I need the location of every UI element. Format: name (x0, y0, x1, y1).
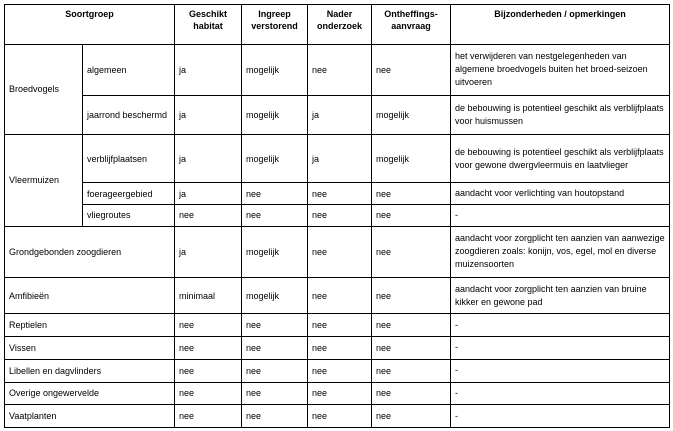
header-soortgroep: Soortgroep (5, 5, 175, 45)
ingreep-cell: nee (242, 359, 308, 382)
ontheffing-cell: nee (372, 278, 451, 314)
ingreep-cell: nee (242, 405, 308, 428)
ingreep-cell: nee (242, 183, 308, 205)
table-row (5, 95, 670, 134)
subgroup-cell: algemeen (83, 45, 175, 96)
nader-cell: nee (308, 226, 372, 278)
table-row (5, 405, 670, 428)
nader-cell: nee (308, 204, 372, 226)
opmerking-cell: aandacht voor verlichting van houtopstand (451, 183, 670, 205)
habitat-cell: ja (175, 183, 242, 205)
nader-cell: nee (308, 183, 372, 205)
ontheffing-cell: mogelijk (372, 95, 451, 134)
soortgroep-cell: Amfibieën (5, 278, 175, 314)
table-row (5, 134, 670, 183)
nader-cell: nee (308, 278, 372, 314)
opmerking-cell: de bebouwing is potentieel geschikt als verblijfplaats voor gewone dwergvleermuis en laatvlieger (451, 134, 670, 183)
table-row (5, 359, 670, 382)
table-row (5, 45, 670, 96)
header-ontheffingsaanvraag: Ontheffings- aanvraag (372, 5, 451, 45)
header-row (5, 5, 670, 45)
opmerking-cell: het verwijderen van nestgelegenheden van algemene broedvogels buiten het broed-seizoen uitvoeren (451, 45, 670, 96)
nader-cell: ja (308, 134, 372, 183)
habitat-cell: nee (175, 405, 242, 428)
ontheffing-cell: nee (372, 204, 451, 226)
group-broedvogels: Broedvogels (5, 45, 83, 135)
species-table (4, 4, 670, 428)
subgroup-cell: vliegroutes (83, 204, 175, 226)
opmerking-cell: - (451, 382, 670, 405)
table-row (5, 183, 670, 205)
table-row (5, 382, 670, 405)
ingreep-cell: nee (242, 337, 308, 360)
ingreep-cell: mogelijk (242, 45, 308, 96)
ontheffing-cell: nee (372, 359, 451, 382)
subgroup-cell: verblijfplaatsen (83, 134, 175, 183)
ingreep-cell: mogelijk (242, 278, 308, 314)
ontheffing-cell: nee (372, 382, 451, 405)
soortgroep-cell: Vissen (5, 337, 175, 360)
table-row (5, 204, 670, 226)
header-ingreep-verstorend: Ingreep verstorend (242, 5, 308, 45)
header-geschikt-habitat: Geschikt habitat (175, 5, 242, 45)
habitat-cell: nee (175, 382, 242, 405)
nader-cell: nee (308, 359, 372, 382)
group-vleermuizen: Vleermuizen (5, 134, 83, 226)
ingreep-cell: nee (242, 314, 308, 337)
habitat-cell: minimaal (175, 278, 242, 314)
soortgroep-cell: Overige ongewervelde (5, 382, 175, 405)
opmerking-cell: - (451, 337, 670, 360)
subgroup-cell: foerageergebied (83, 183, 175, 205)
soortgroep-cell: Reptielen (5, 314, 175, 337)
table-row (5, 314, 670, 337)
opmerking-cell: - (451, 405, 670, 428)
soortgroep-cell: Grondgebonden zoogdieren (5, 226, 175, 278)
habitat-cell: nee (175, 337, 242, 360)
ingreep-cell: nee (242, 382, 308, 405)
soortgroep-cell: Libellen en dagvlinders (5, 359, 175, 382)
ontheffing-cell: nee (372, 226, 451, 278)
ingreep-cell: mogelijk (242, 134, 308, 183)
ontheffing-cell: mogelijk (372, 134, 451, 183)
opmerking-cell: - (451, 314, 670, 337)
subgroup-cell: jaarrond beschermd (83, 95, 175, 134)
ontheffing-cell: nee (372, 405, 451, 428)
ontheffing-cell: nee (372, 183, 451, 205)
habitat-cell: nee (175, 204, 242, 226)
opmerking-cell: aandacht voor zorgplicht ten aanzien van bruine kikker en gewone pad (451, 278, 670, 314)
nader-cell: nee (308, 45, 372, 96)
ontheffing-cell: nee (372, 314, 451, 337)
header-nader-onderzoek: Nader onderzoek (308, 5, 372, 45)
nader-cell: nee (308, 382, 372, 405)
ontheffing-cell: nee (372, 45, 451, 96)
habitat-cell: nee (175, 314, 242, 337)
table-row (5, 278, 670, 314)
ingreep-cell: nee (242, 204, 308, 226)
habitat-cell: ja (175, 226, 242, 278)
ontheffing-cell: nee (372, 337, 451, 360)
nader-cell: ja (308, 95, 372, 134)
table-row (5, 226, 670, 278)
opmerking-cell: aandacht voor zorgplicht ten aanzien van aanwezige zoogdieren zoals: konijn, vos, egel, mol en diverse muizensoorten (451, 226, 670, 278)
habitat-cell: nee (175, 359, 242, 382)
opmerking-cell: de bebouwing is potentieel geschikt als verblijfplaats voor huismussen (451, 95, 670, 134)
nader-cell: nee (308, 314, 372, 337)
nader-cell: nee (308, 405, 372, 428)
habitat-cell: ja (175, 95, 242, 134)
habitat-cell: ja (175, 134, 242, 183)
ingreep-cell: mogelijk (242, 95, 308, 134)
soortgroep-cell: Vaatplanten (5, 405, 175, 428)
habitat-cell: ja (175, 45, 242, 96)
table-row (5, 337, 670, 360)
header-bijzonderheden: Bijzonderheden / opmerkingen (451, 5, 670, 45)
nader-cell: nee (308, 337, 372, 360)
opmerking-cell: - (451, 359, 670, 382)
ingreep-cell: mogelijk (242, 226, 308, 278)
opmerking-cell: - (451, 204, 670, 226)
